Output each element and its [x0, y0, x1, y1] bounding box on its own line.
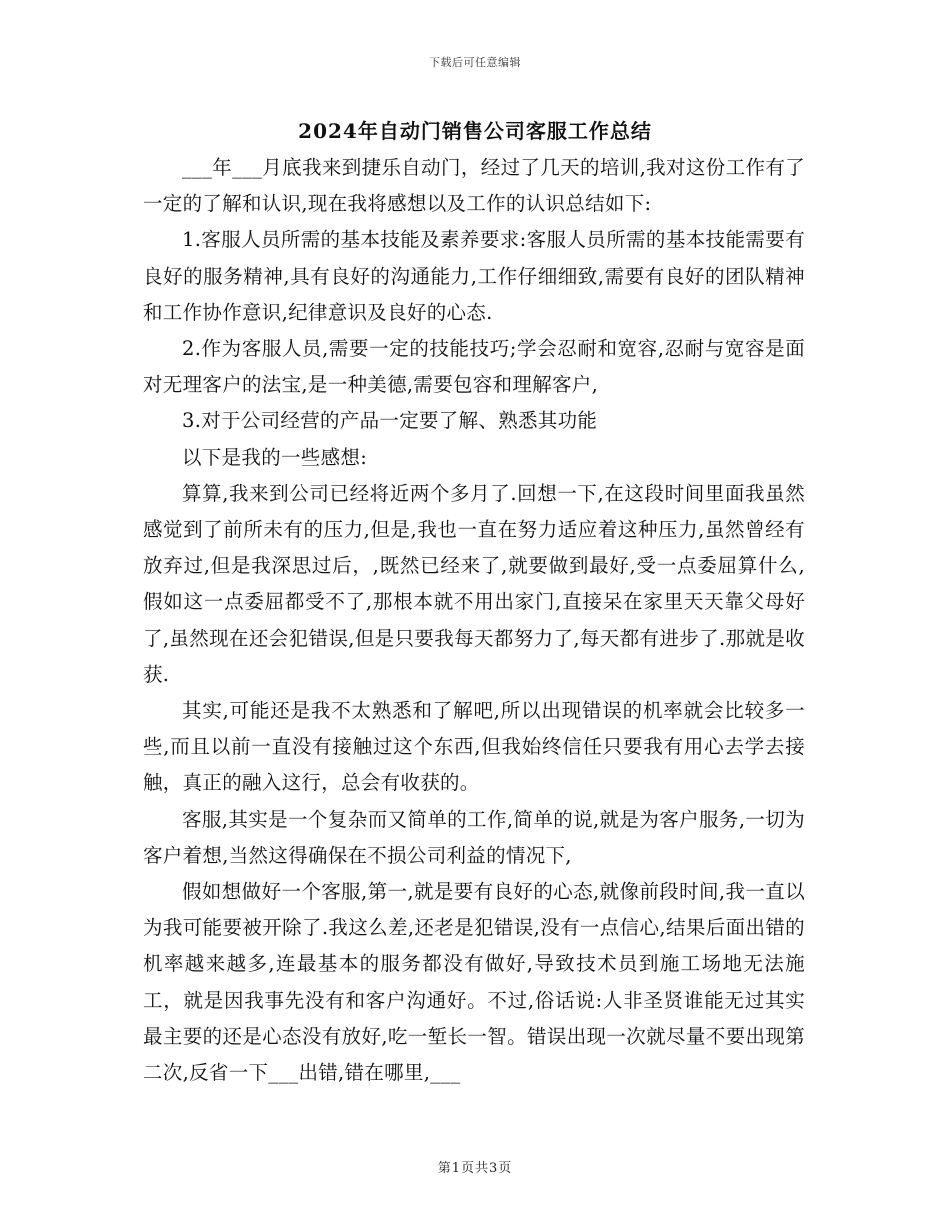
paragraph-thoughts-heading: 以下是我的一些感想: — [182, 445, 368, 469]
document-body — [143, 150, 805, 1091]
page-number: 第1页共3页 — [437, 1161, 513, 1176]
paragraph-intro: ___年___月底我来到捷乐自动门，经过了几天的培训,我对这份工作有了一定的了解和认识,现在我将感想以及工作的认识总结如下: — [143, 156, 805, 216]
paragraph-mindset: 假如想做好一个客服,第一,就是要有良好的心态,就像前段时间,我一直以为我可能要被开除了.我这么差,还老是犯错误,没有一点信心,结果后面出错的机率越来越多,连最基本的服务都没有做好,导致技术员到施工场地无法施工，就是因我事先没有和客户沟通好。不过,俗话说:人非圣贤谁能无过其实最主要的还是心态没有放好,吃一堑长一智。错误出现一次就尽量不要出现第二次,反省一下___出错,错在哪里,___ — [143, 880, 805, 1085]
document-title: 2024年自动门销售公司客服工作总结 — [298, 119, 652, 143]
paragraph-item-2: 2.作为客服人员,需要一定的技能技巧;学会忍耐和宽容,忍耐与宽容是面对无理客户的法宝,是一种美德,需要包容和理解客户, — [143, 337, 805, 397]
paragraph-customer-service: 客服,其实是一个复杂而又简单的工作,简单的说,就是为客户服务,一切为客户着想,当然这得确保在不损公司利益的情况下, — [143, 807, 805, 867]
paragraph-item-3: 3.对于公司经营的产品一定要了解、熟悉其功能 — [182, 409, 598, 433]
paragraph-familiarity: 其实,可能还是我不太熟悉和了解吧,所以出现错误的机率就会比较多一些,而且以前一直没有接触过这个东西,但我始终信任只要我有用心去学去接触，真正的融入这行，总会有收获的。 — [143, 699, 805, 795]
paragraph-reflection: 算算,我来到公司已经将近两个多月了.回想一下,在这段时间里面我虽然感觉到了前所未有的压力,但是,我也一直在努力适应着这种压力,虽然曾经有放弃过,但是我深思过后，,既然已经来了,就要做到最好,受一点委屈算什么,假如这一点委屈都受不了,那根本就不用出家门,直接呆在家里天天靠父母好了,虽然现在还会犯错误,但是只要我每天都努力了,每天都有进步了.那就是收获. — [143, 481, 805, 686]
paragraph-item-1: 1.客服人员所需的基本技能及素养要求:客服人员所需的基本技能需要有良好的服务精神,具有良好的沟通能力,工作仔细细致,需要有良好的团队精神和工作协作意识,纪律意识及良好的心态. — [143, 228, 805, 324]
download-note: 下载后可任意编辑 — [429, 56, 521, 69]
